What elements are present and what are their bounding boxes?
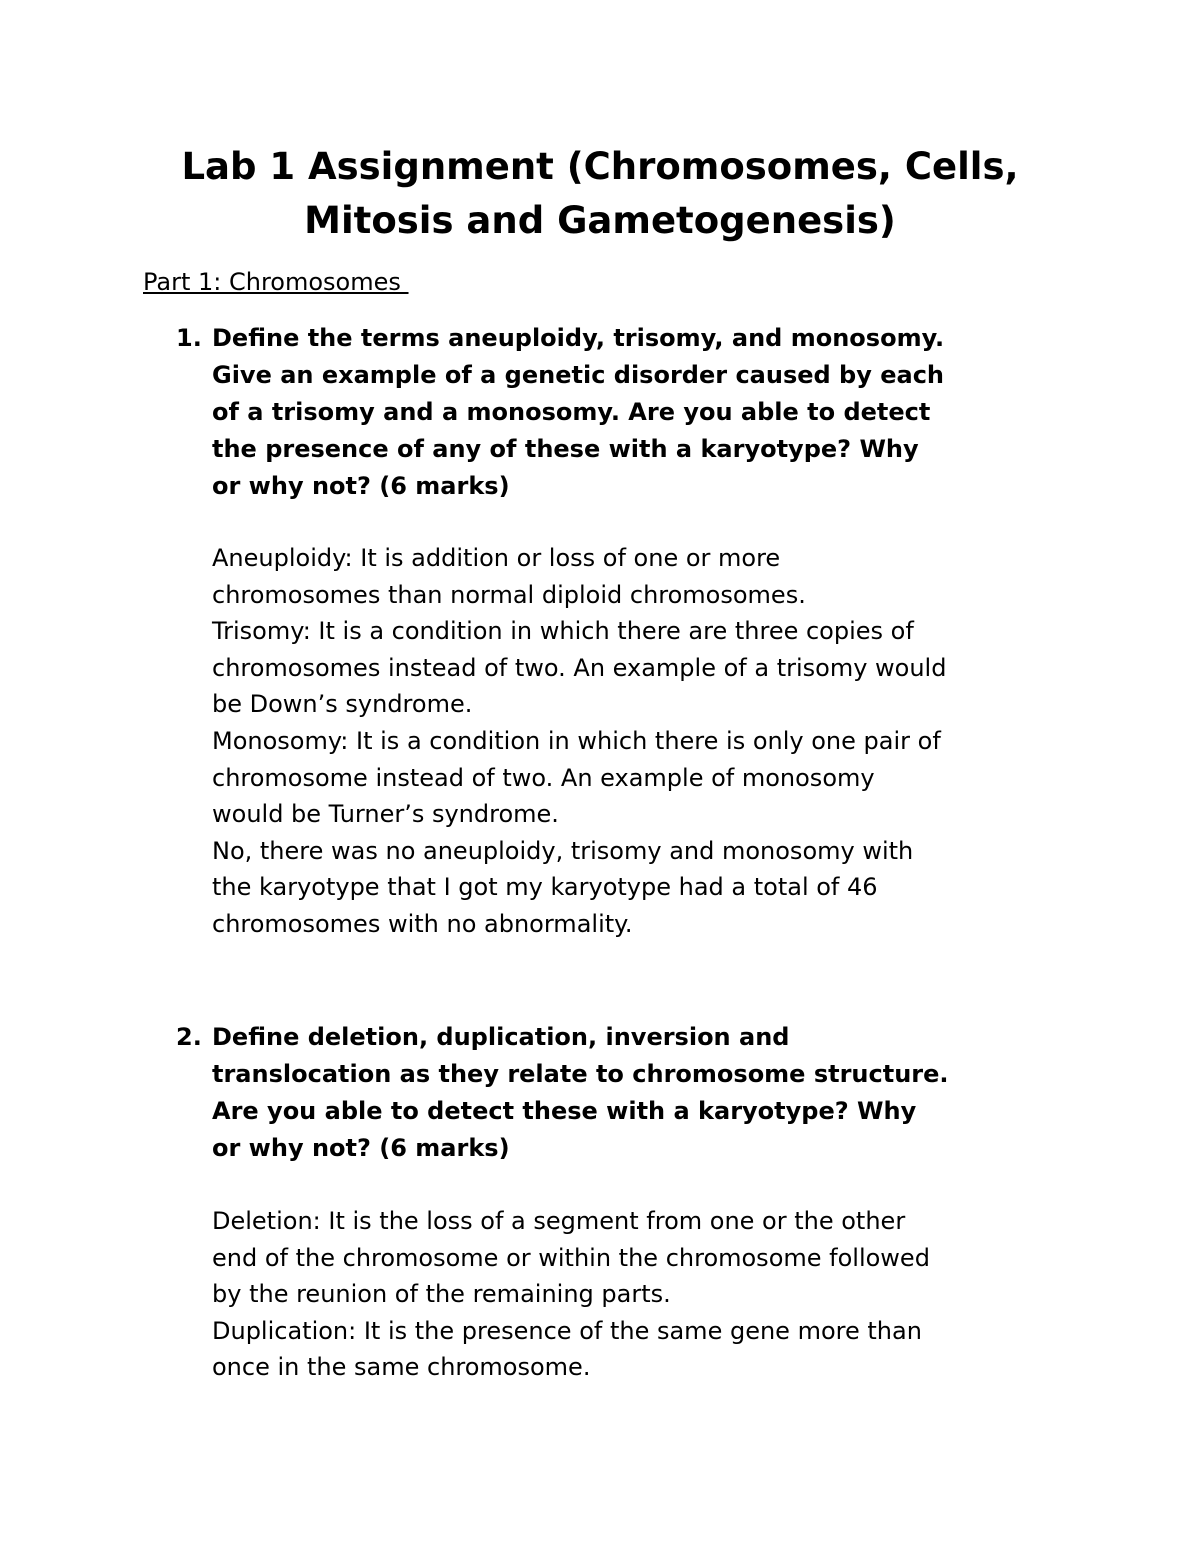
- part-1-heading: Part 1: Chromosomes: [143, 268, 409, 296]
- answer-1-line: chromosomes with no abnormality.: [212, 909, 633, 938]
- question-1-prompt-line: of a trisomy and a monosomy. Are you able to detect: [212, 398, 931, 426]
- question-1-answer: [212, 540, 1092, 943]
- answer-2-line: Deletion: It is the loss of a segment from one or the other: [212, 1207, 906, 1235]
- document-title: [100, 140, 1100, 248]
- answer-1-line: chromosomes than normal diploid chromosomes.: [212, 580, 806, 609]
- question-2-prompt-line: Are you able to detect these with a karyotype? Why: [212, 1097, 917, 1125]
- answer-1-line: chromosomes instead of two. An example of a trisomy would: [212, 653, 947, 682]
- question-2-prompt-line: Define deletion, duplication, inversion and: [212, 1023, 790, 1051]
- question-1-prompt-line: Give an example of a genetic disorder caused by each: [212, 361, 945, 389]
- answer-2-line: once in the same chromosome.: [212, 1353, 591, 1382]
- answer-1-line: No, there was no aneuploidy, trisomy and monosomy with: [212, 836, 914, 865]
- answer-1-line: Aneuploidy: It is addition or loss of one or more: [212, 544, 781, 572]
- answer-1-line: be Down’s syndrome.: [212, 690, 473, 719]
- title-line-1: Lab 1 Assignment (Chromosomes, Cells,: [181, 145, 1019, 188]
- question-1-prompt: [212, 320, 1092, 505]
- answer-1-line: would be Turner’s syndrome.: [212, 800, 559, 829]
- question-1-number: 1.: [176, 324, 202, 352]
- answer-1-line: chromosome instead of two. An example of monosomy: [212, 763, 875, 792]
- answer-2-line: by the reunion of the remaining parts.: [212, 1280, 671, 1309]
- answer-1-line: Trisomy: It is a condition in which there are three copies of: [212, 617, 914, 646]
- title-line-2: Mitosis and Gametogenesis): [304, 199, 896, 242]
- answer-1-line: the karyotype that I got my karyotype had a total of 46: [212, 873, 878, 902]
- answer-2-line: Duplication: It is the presence of the same gene more than: [212, 1316, 922, 1345]
- question-2-prompt-line: or why not? (6 marks): [212, 1134, 510, 1162]
- question-2-answer: [212, 1203, 1092, 1386]
- question-2-prompt-line: translocation as they relate to chromosome structure.: [212, 1060, 949, 1088]
- question-1-prompt-line: the presence of any of these with a karyotype? Why: [212, 435, 919, 463]
- question-2-prompt: [212, 1019, 1092, 1167]
- question-1-prompt-line: or why not? (6 marks): [212, 472, 510, 500]
- answer-1-line: Monosomy: It is a condition in which there is only one pair of: [212, 726, 941, 755]
- answer-2-line: end of the chromosome or within the chromosome followed: [212, 1243, 930, 1272]
- question-2-number: 2.: [176, 1023, 202, 1051]
- question-1-prompt-line: Define the terms aneuploidy, trisomy, and monosomy.: [212, 324, 945, 352]
